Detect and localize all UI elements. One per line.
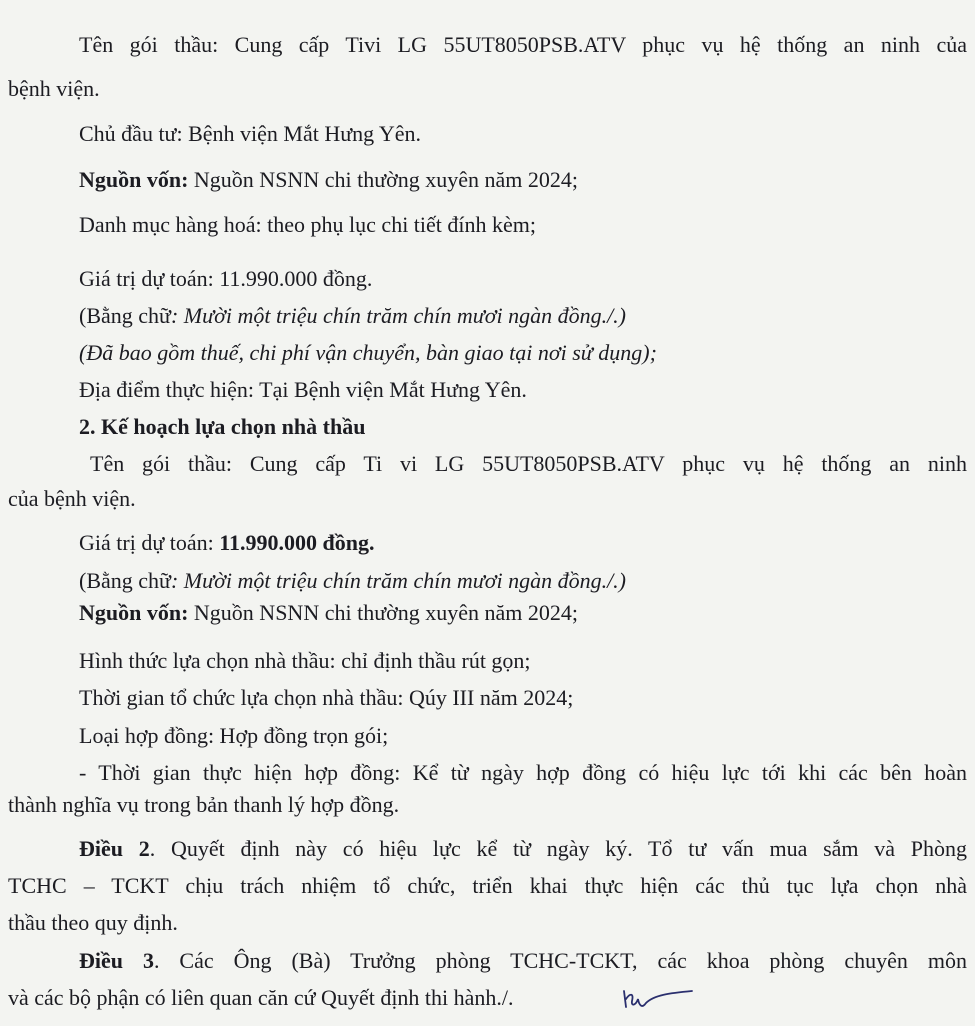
- in-words-2-line: [79, 568, 626, 594]
- investor-line: Chủ đầu tư: Bệnh viện Mắt Hưng Yên.: [79, 121, 421, 146]
- in-words-line: [79, 303, 626, 329]
- in-words-2-prefix: (Bằng chữ: [79, 568, 171, 593]
- funding-line: [79, 167, 578, 193]
- estimate-2-label: Giá trị dự toán:: [79, 530, 220, 555]
- funding-2-line: [79, 600, 578, 626]
- package-name-2-line-2: của bệnh viện.: [8, 486, 136, 511]
- estimate-2-value: 11.990.000 đồng.: [219, 530, 375, 555]
- article-3-text-1: . Các Ông (Bà) Trưởng phòng TCHC-TCKT, các khoa phòng chuyên môn: [153, 948, 967, 973]
- contract-duration-line-2: thành nghĩa vụ trong bản thanh lý hợp đồng.: [8, 792, 400, 817]
- contract-duration-line-1: - Thời gian thực hiện hợp đồng: Kể từ ngày hợp đồng có hiệu lực tới khi các bên hoàn: [79, 760, 967, 785]
- package-name-line-2: bệnh viện.: [8, 76, 100, 101]
- in-words-2-value: : Mười một triệu chín trăm chín mươi ngàn đồng./.): [170, 568, 627, 593]
- contract-type-line: Loại hợp đồng: Hợp đồng trọn gói;: [79, 723, 389, 748]
- goods-list-line: Danh mục hàng hoá: theo phụ lục chi tiết đính kèm;: [79, 212, 537, 237]
- funding-label: Nguồn vốn:: [79, 167, 189, 192]
- initials-signature-mark: [620, 985, 700, 1015]
- funding-2-label: Nguồn vốn:: [79, 600, 189, 625]
- in-words-prefix: (Bằng chữ: [79, 303, 171, 328]
- selection-time-line: Thời gian tổ chức lựa chọn nhà thầu: Qúy III năm 2024;: [79, 685, 574, 710]
- article-3-label: Điều 3: [79, 948, 154, 973]
- article-3-line-2: và các bộ phận có liên quan căn cứ Quyết định thi hành./.: [8, 985, 514, 1010]
- estimate-2-line: [79, 530, 375, 556]
- article-2-text-1: . Quyết định này có hiệu lực kể từ ngày ký. Tổ tư vấn mua sắm và Phòng: [149, 836, 967, 861]
- tax-note-line: [79, 340, 657, 366]
- location-line: Địa điểm thực hiện: Tại Bệnh viện Mắt Hưng Yên.: [79, 377, 527, 402]
- estimate-line: Giá trị dự toán: 11.990.000 đồng.: [79, 266, 373, 291]
- funding-2-value: Nguồn NSNN chi thường xuyên năm 2024;: [188, 600, 579, 625]
- article-2-line-3: thầu theo quy định.: [8, 910, 178, 935]
- article-2-line-2: TCHC – TCKT chịu trách nhiệm tổ chức, triển khai thực hiện các thủ tục lựa chọn nhà: [8, 873, 967, 898]
- article-2-label: Điều 2: [79, 836, 150, 861]
- tax-note: (Đã bao gồm thuế, chi phí vận chuyển, bàn giao tại nơi sử dụng);: [79, 340, 657, 365]
- in-words-value: : Mười một triệu chín trăm chín mươi ngàn đồng./.): [170, 303, 627, 328]
- article-3-line-1: [79, 948, 967, 974]
- package-name-2-line-1: Tên gói thầu: Cung cấp Ti vi LG 55UT8050PSB.ATV phục vụ hệ thống an ninh: [90, 451, 967, 476]
- package-name-line-1: Tên gói thầu: Cung cấp Tivi LG 55UT8050PSB.ATV phục vụ hệ thống an ninh của: [79, 32, 967, 57]
- funding-value: Nguồn NSNN chi thường xuyên năm 2024;: [188, 167, 579, 192]
- selection-method-line: Hình thức lựa chọn nhà thầu: chỉ định thầu rút gọn;: [79, 648, 531, 673]
- article-2-line-1: [79, 836, 967, 862]
- section-2-heading: [79, 414, 365, 440]
- section-2-heading-text: 2. Kế hoạch lựa chọn nhà thầu: [79, 414, 366, 439]
